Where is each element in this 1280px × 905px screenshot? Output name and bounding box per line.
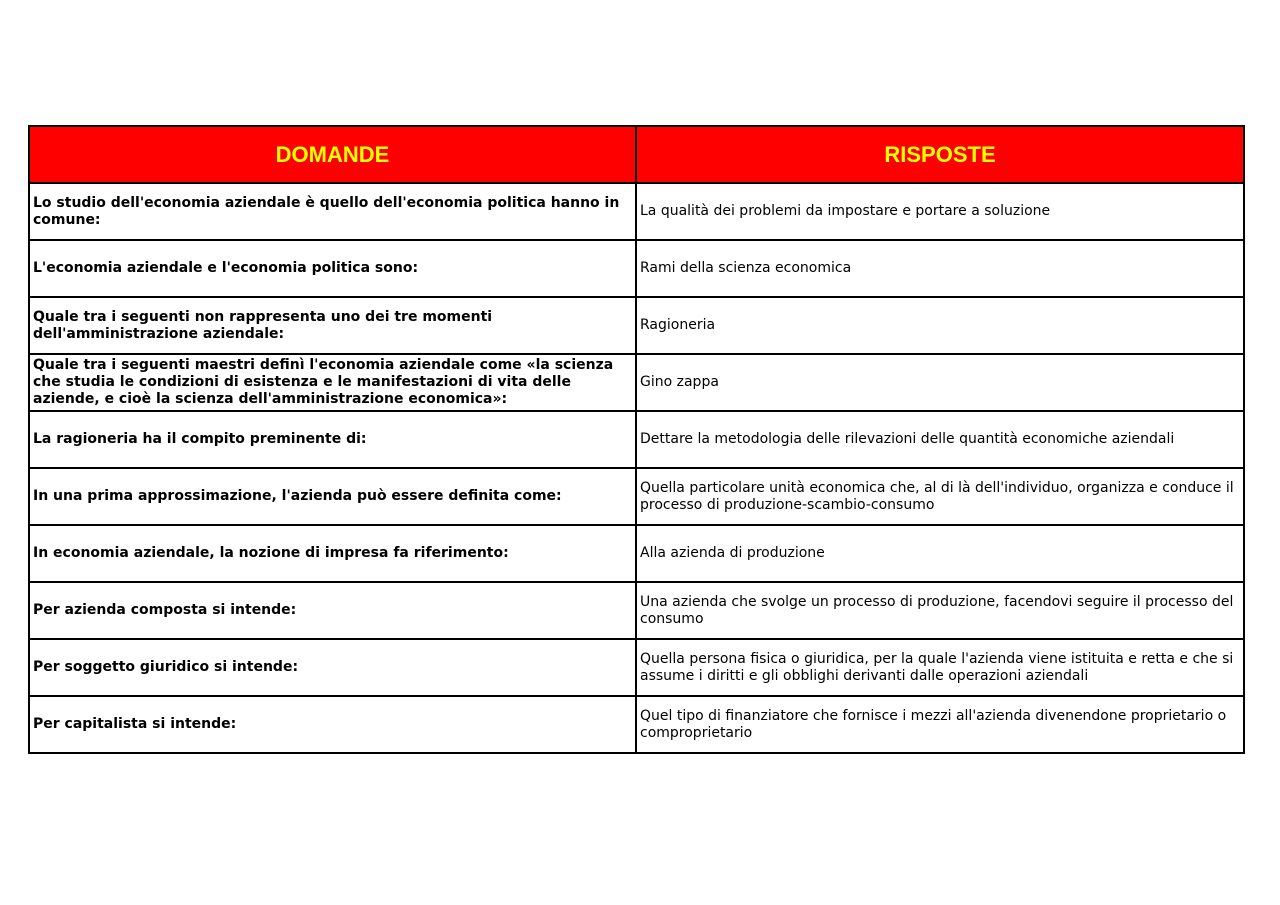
question-cell: Lo studio dell'economia aziendale è quello dell'economia politica hanno in comune: xyxy=(29,183,636,240)
question-cell: L'economia aziendale e l'economia politica sono: xyxy=(29,240,636,297)
question-cell: Per capitalista si intende: xyxy=(29,696,636,753)
table-row xyxy=(29,411,1244,468)
table-row xyxy=(29,468,1244,525)
question-cell: Quale tra i seguenti non rappresenta uno dei tre momenti dell'amministrazione aziendale: xyxy=(29,297,636,354)
table-row xyxy=(29,354,1244,411)
answer-cell: Quel tipo di finanziatore che fornisce i mezzi all'azienda divenendone proprietario o comproprietario xyxy=(636,696,1244,753)
question-cell: Per azienda composta si intende: xyxy=(29,582,636,639)
answer-cell: Quella particolare unità economica che, al di là dell'individuo, organizza e conduce il processo di produzione-scambio-consumo xyxy=(636,468,1244,525)
header-answers: RISPOSTE xyxy=(636,126,1244,183)
table-row xyxy=(29,696,1244,753)
answer-cell: Rami della scienza economica xyxy=(636,240,1244,297)
answer-cell: La qualità dei problemi da impostare e portare a soluzione xyxy=(636,183,1244,240)
answer-cell: Dettare la metodologia delle rilevazioni delle quantità economiche aziendali xyxy=(636,411,1244,468)
answer-cell: Una azienda che svolge un processo di produzione, facendovi seguire il processo del consumo xyxy=(636,582,1244,639)
answer-cell: Gino zappa xyxy=(636,354,1244,411)
answer-cell: Ragioneria xyxy=(636,297,1244,354)
table-row xyxy=(29,582,1244,639)
question-cell: La ragioneria ha il compito preminente di: xyxy=(29,411,636,468)
table-row xyxy=(29,525,1244,582)
question-cell: In economia aziendale, la nozione di impresa fa riferimento: xyxy=(29,525,636,582)
table-row xyxy=(29,240,1244,297)
answer-cell: Alla azienda di produzione xyxy=(636,525,1244,582)
qa-table xyxy=(28,125,1245,754)
table-row xyxy=(29,639,1244,696)
question-cell: Quale tra i seguenti maestri definì l'economia aziendale come «la scienza che studia le condizioni di esistenza e le manifestazioni di vita delle aziende, e cioè la scienza dell'amministrazione economica»: xyxy=(29,354,636,411)
answer-cell: Quella persona fisica o giuridica, per la quale l'azienda viene istituita e retta e che si assume i diritti e gli obblighi derivanti dalle operazioni aziendali xyxy=(636,639,1244,696)
header-row xyxy=(29,126,1244,183)
header-questions: DOMANDE xyxy=(29,126,636,183)
table-row xyxy=(29,183,1244,240)
question-cell: In una prima approssimazione, l'azienda può essere definita come: xyxy=(29,468,636,525)
table-row xyxy=(29,297,1244,354)
question-cell: Per soggetto giuridico si intende: xyxy=(29,639,636,696)
